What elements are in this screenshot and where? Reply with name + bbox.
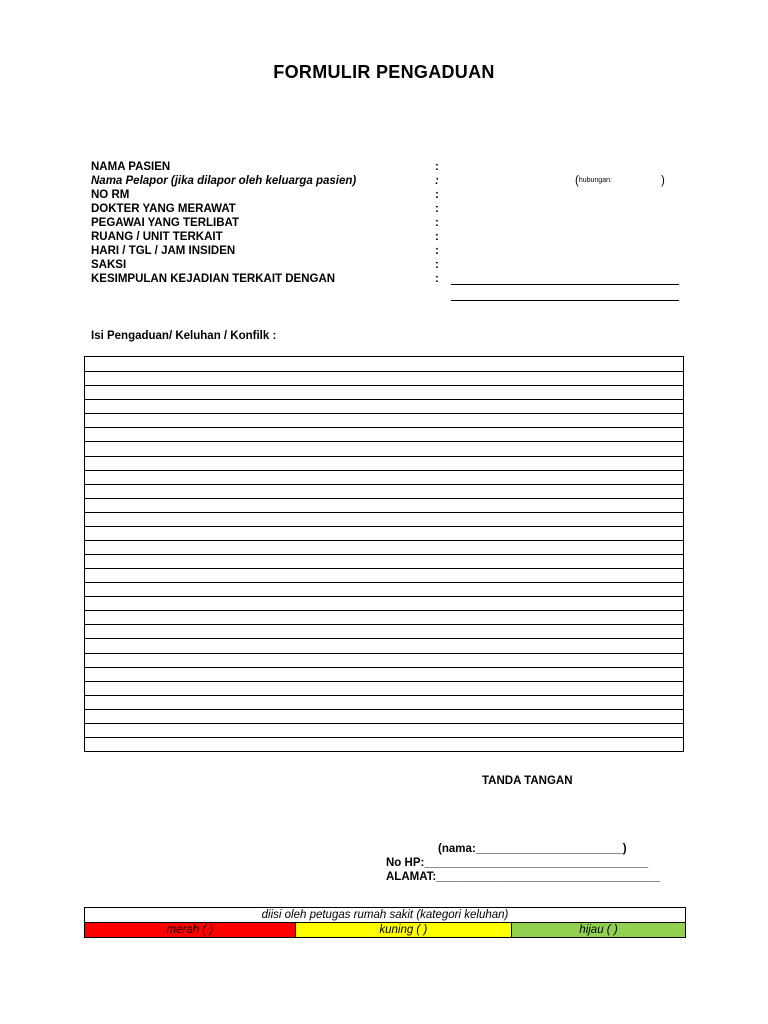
field-nama-pelapor (91, 174, 691, 188)
ruled-line (85, 371, 683, 372)
field-no-rm (91, 188, 691, 202)
ruled-line (85, 399, 683, 400)
patient-fields (91, 160, 691, 286)
ruled-line (85, 540, 683, 541)
ruled-line (85, 554, 683, 555)
ruled-line (85, 413, 683, 414)
ruled-line (85, 709, 683, 710)
ruled-line (85, 638, 683, 639)
complaint-text-area[interactable] (84, 356, 684, 752)
field-pegawai (91, 216, 691, 230)
ruled-line (85, 723, 683, 724)
ruled-line (85, 737, 683, 738)
ruled-line (85, 667, 683, 668)
field-colon: : (435, 259, 439, 271)
ruled-line (85, 385, 683, 386)
field-colon: : (435, 231, 439, 243)
field-label: Nama Pelapor (jika dilapor oleh keluarga pasien) (91, 175, 357, 187)
ruled-line (85, 526, 683, 527)
category-header: diisi oleh petugas rumah sakit (kategori keluhan) (85, 908, 686, 923)
ruled-line (85, 427, 683, 428)
field-nama-pasien (91, 160, 691, 174)
ruled-line (85, 596, 683, 597)
field-label: DOKTER YANG MERAWAT (91, 203, 236, 215)
ruled-line (85, 484, 683, 485)
category-header-row (85, 908, 686, 923)
category-table (84, 907, 686, 938)
signature-title: TANDA TANGAN (482, 775, 573, 787)
field-colon: : (435, 273, 439, 285)
hubungan-label: hubungan: (578, 177, 612, 184)
field-colon: : (435, 245, 439, 257)
kesimpulan-line-2[interactable] (451, 300, 679, 301)
field-saksi (91, 258, 691, 272)
ruled-line (85, 512, 683, 513)
signature-nama[interactable]: (nama:_______________________) (438, 843, 627, 855)
ruled-line (85, 653, 683, 654)
field-dokter (91, 202, 691, 216)
complaint-label: Isi Pengaduan/ Keluhan / Konfilk : (91, 330, 277, 342)
field-ruang (91, 230, 691, 244)
hubungan-field[interactable]: (hubungan: ) (575, 175, 665, 187)
kesimpulan-line-1[interactable] (451, 284, 679, 285)
category-hijau[interactable]: hijau ( ) (511, 923, 685, 938)
category-kuning[interactable]: kuning ( ) (295, 923, 511, 938)
category-options-row (85, 923, 686, 938)
field-colon: : (435, 189, 439, 201)
ruled-line (85, 441, 683, 442)
field-label: HARI / TGL / JAM INSIDEN (91, 245, 236, 257)
ruled-line (85, 624, 683, 625)
ruled-line (85, 470, 683, 471)
ruled-line (85, 456, 683, 457)
ruled-line (85, 498, 683, 499)
ruled-line (85, 582, 683, 583)
form-title: FORMULIR PENGADUAN (273, 62, 495, 82)
ruled-line (85, 568, 683, 569)
field-colon: : (435, 217, 439, 229)
field-label: PEGAWAI YANG TERLIBAT (91, 217, 240, 229)
signature-alamat[interactable]: ALAMAT:___________________________________ (386, 871, 661, 883)
field-colon: : (435, 175, 439, 187)
field-label: RUANG / UNIT TERKAIT (91, 231, 223, 243)
field-colon: : (435, 161, 439, 173)
field-label: NO RM (91, 189, 130, 201)
field-label: NAMA PASIEN (91, 161, 171, 173)
ruled-line (85, 695, 683, 696)
category-merah[interactable]: merah ( ) (85, 923, 296, 938)
field-colon: : (435, 203, 439, 215)
signature-no-hp[interactable]: No HP:___________________________________ (386, 857, 649, 869)
field-hari-tgl-jam (91, 244, 691, 258)
ruled-line (85, 610, 683, 611)
ruled-line (85, 681, 683, 682)
field-label: KESIMPULAN KEJADIAN TERKAIT DENGAN (91, 273, 336, 285)
field-label: SAKSI (91, 259, 127, 271)
